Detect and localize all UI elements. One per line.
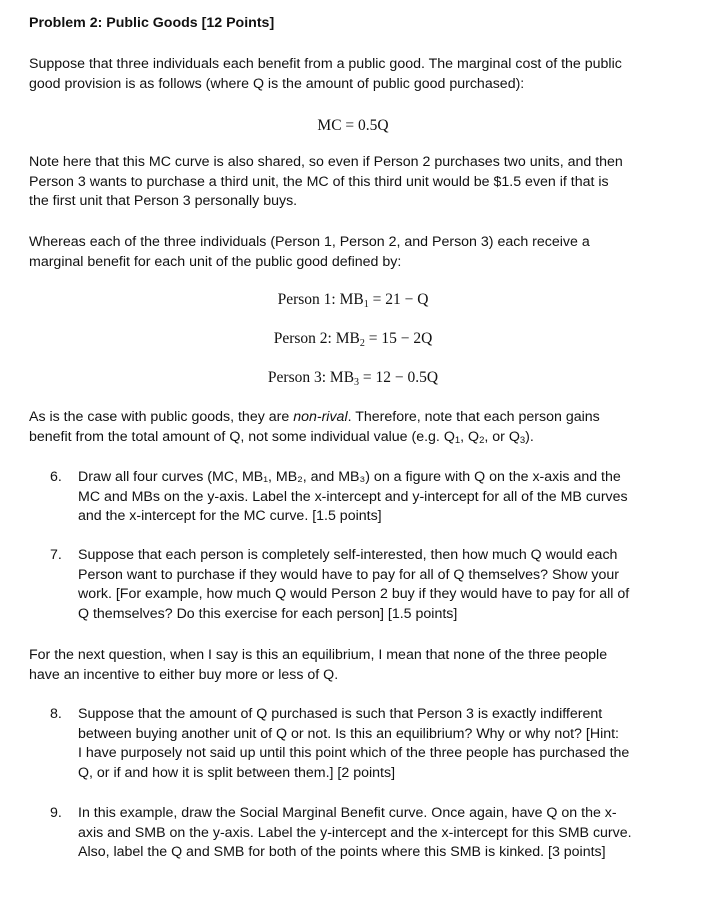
question-number: 8. — [50, 706, 62, 722]
note-line: Note here that this MC curve is also shared, so even if Person 2 purchases two units, and then — [29, 154, 623, 170]
intro-line: Suppose that three individuals each benefit from a public good. The marginal cost of the public — [29, 56, 622, 72]
intro-line: good provision is as follows (where Q is the amount of public good purchased): — [29, 75, 525, 92]
question-text: Draw all four curves (MC, MB₁, MB₂, and MB₃) on a figure with Q on the x-axis and the MC and MBs on the y-axis. Label the x-intercept and y-intercept for all of the MB curves and the x-intercept for the MC curve. [1.5 points] — [78, 469, 628, 524]
nonrival-line-2: benefit from the total amount of Q, not some individual value (e.g. $Q_1$, $Q_2$, or $Q_3$). — [29, 428, 534, 446]
note-line: Person 3 wants to purchase a third unit, the MC of this third unit would be $1.5 even if that is — [29, 173, 609, 190]
nonrival-paragraph — [29, 408, 669, 450]
equation-person-2: Person 2: $MB_2 = 15 - 2Q$ — [273, 330, 433, 349]
question-number: 7. — [50, 547, 62, 563]
intro-paragraph — [29, 55, 669, 94]
nonrival-line-1: As is the case with public goods, they are non-rival. Therefore, note that each person gains — [29, 409, 600, 425]
mc-equation: MC = 0.5Q — [317, 117, 389, 134]
question-text: Suppose that the amount of Q purchased is such that Person 3 is exactly indifferent between buying another unit of Q or not. Is this an equilibrium? Why or why not? [Hint: I have purposely not said up until this point which of the three people has purchased the Q, or if and how it is split between them.] [2 points] — [78, 706, 630, 781]
whereas-line: Whereas each of the three individuals (Person 1, Person 2, and Person 3) each receive a — [29, 234, 590, 250]
question-text: In this example, draw the Social Marginal Benefit curve. Once again, have Q on the x- axis and SMB on the y-axis. Label the y-intercept and the x-intercept for this SMB curve. Also, label the Q and SMB for both of the points where this SMB is kinked. [3 points] — [78, 805, 632, 860]
note-line: the first unit that Person 3 personally buys. — [29, 193, 298, 209]
question-number: 9. — [50, 805, 62, 821]
question-text: Suppose that each person is completely self-interested, then how much Q would each Person want to purchase if they would have to pay for all of Q themselves? Show your work. [For example, how much Q would Person 2 buy if they would have to pay for all of Q themselves? Do this exercise for each person] [1.5 points] — [78, 547, 630, 622]
whereas-line: marginal benefit for each unit of the public good defined by: — [29, 253, 402, 270]
question-number: 6. — [50, 469, 62, 485]
equation-person-3: Person 3: $MB_3 = 12 - 0.5Q$ — [267, 369, 439, 388]
problem-title: Problem 2: Public Goods [12 Points] — [29, 15, 275, 31]
equilibrium-note: For the next question, when I say is this an equilibrium, I mean that none of the three people have an incentive to either buy more or less of Q. — [29, 647, 608, 683]
equation-person-1: Person 1: $MB_1 = 21 - Q$ — [277, 291, 429, 310]
note-paragraph — [29, 153, 669, 212]
whereas-paragraph — [29, 233, 669, 272]
